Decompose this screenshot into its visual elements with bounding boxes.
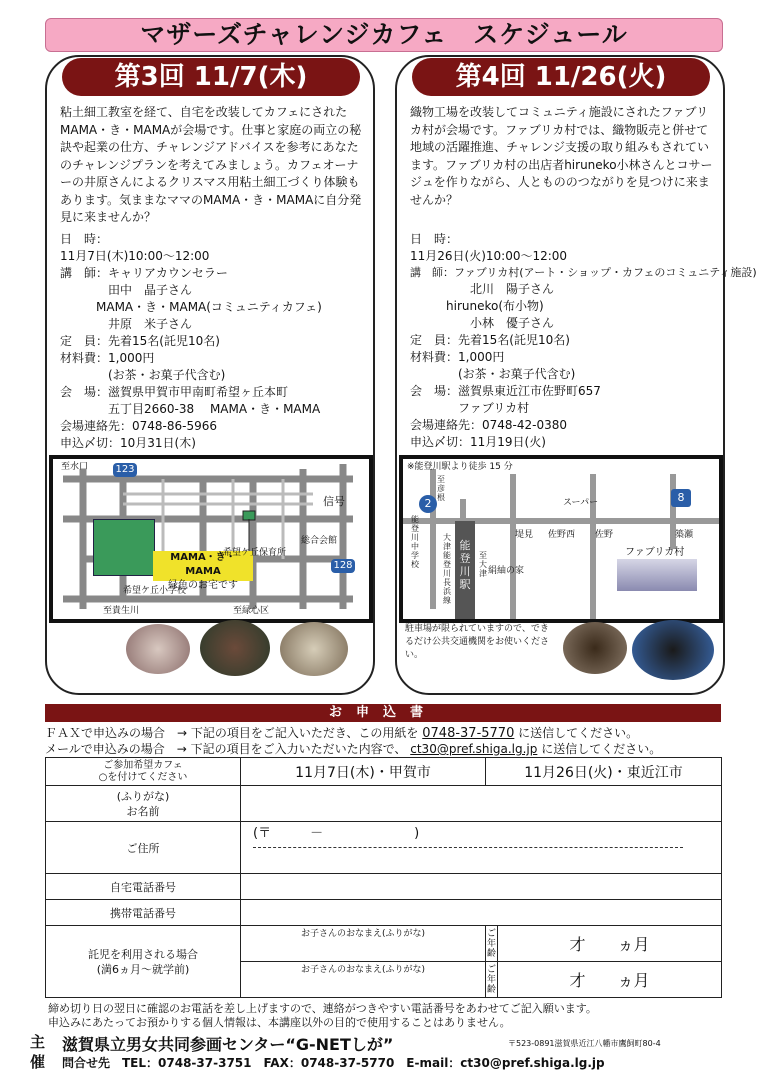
map-road-label: 能登川中学校	[411, 515, 419, 569]
detail-line: 講 師：キャリアカウンセラー	[60, 266, 228, 280]
sponsor-address: 〒523-0891滋賀県近江八幡市鷹飼町80-4	[508, 1039, 661, 1048]
detail-line: 11月7日(木)10:00～12:00	[60, 249, 210, 263]
sign-photo	[280, 622, 348, 676]
detail-line: 11月26日(火)10:00～12:00	[410, 249, 568, 263]
building-photo	[93, 519, 155, 576]
wreath-photo	[200, 620, 270, 676]
map-landmark: 堤見	[515, 530, 534, 540]
fax-suffix: に送信してください。	[518, 726, 639, 740]
detail-line: 会 場：滋賀県東近江市佐野町657	[410, 384, 601, 398]
detail-line: 井原 米子さん	[60, 317, 193, 331]
detail-line: 日 時：	[60, 232, 109, 246]
map-landmark: 総合会館	[301, 536, 338, 546]
child-name-field-1[interactable]: お子さんのおなまえ(ふりがな)	[241, 926, 486, 962]
detail-line: 申込〆切：11月19日(火)	[410, 435, 546, 449]
detail-line: 会場連絡先：0748-42-0380	[410, 418, 568, 432]
child-name-field-2[interactable]: お子さんのおなまえ(ふりがな)	[241, 962, 486, 998]
contact-info: 問合せ先 TEL：0748-37-3751 FAX：0748-37-5770 E-mail：ct30@pref.shiga.lg.jp	[62, 1056, 605, 1070]
mobile-phone-field[interactable]	[241, 900, 722, 926]
map-road-label: 至水口	[61, 462, 89, 472]
station-label: 能登川駅	[459, 539, 471, 591]
mail-label: メールで申込みの場合 →	[45, 742, 187, 756]
age-label: ご年齢	[486, 962, 498, 998]
footer-note-2: 申込みにあたってお預かりする個人情報は、本講座以外の目的で使用することはありません。	[48, 1016, 511, 1029]
mobile-phone-label: 携帯電話番号	[46, 900, 241, 926]
map-road-label: 至貴生川	[103, 606, 140, 616]
name-field[interactable]	[241, 786, 722, 822]
map-landmark: 希望ケ丘保育所	[223, 548, 287, 558]
session-3-details	[60, 230, 370, 451]
fax-label: ＦＡＸで申込みの場合 →	[45, 726, 188, 740]
venue-name: MAMA・き・MAMA	[170, 552, 236, 577]
venue-note: 緑色のお宅です	[168, 580, 238, 591]
name-label: (ふりがな) お名前	[46, 786, 241, 822]
address-label: ご住所	[46, 822, 241, 874]
route-badge-icon: 123	[113, 463, 137, 477]
cafe-choice-label: ご参加希望カフェ ○を付けてください	[46, 758, 241, 786]
fax-text: 下記の項目をご記入いただき、この用紙を	[190, 726, 419, 740]
footer-note-1: 締め切り日の翌日に確認のお電話を差し上げますので、連絡がつきやすい電話番号をあわせてご記入願います。	[48, 1002, 597, 1015]
detail-line: 材料費：1,000円	[60, 351, 155, 365]
detail-line: 北川 陽子さん	[410, 282, 555, 296]
detail-line: MAMA・き・MAMA(コミュニティカフェ)	[60, 300, 322, 314]
route-badge-icon: 128	[331, 559, 355, 573]
mail-text: 下記の項目をご入力いただいた内容で、	[190, 742, 407, 756]
detail-line: 講 師：ファブリカ村(アート・ショップ・カフェのコミュニティ施設)	[410, 266, 757, 279]
map-road-label: 大津能登川長浜線	[443, 533, 451, 605]
session-4-header: 第4回 11/26(火)	[412, 58, 710, 96]
detail-line: (お茶・お菓子代含む)	[410, 367, 576, 381]
clay-craft-photo	[126, 624, 190, 674]
map-landmark: 築瀬	[675, 530, 694, 540]
home-phone-label: 自宅電話番号	[46, 874, 241, 900]
session-3-map	[49, 455, 373, 623]
session-3-header: 第3回 11/7(木)	[62, 58, 360, 96]
mail-address[interactable]: ct30@pref.shiga.lg.jp	[410, 742, 538, 756]
address-line-divider	[253, 841, 683, 848]
detail-line: 田中 晶子さん	[60, 283, 193, 297]
postal-code-field[interactable]: (〒 － )	[253, 826, 420, 841]
map-landmark: スーパー	[563, 498, 599, 508]
detail-line: 申込〆切：10月31日(木)	[60, 436, 196, 450]
mail-suffix: に送信してください。	[541, 742, 662, 756]
detail-line: 定 員：先着15名(託児10名)	[410, 333, 570, 347]
address-field[interactable]	[241, 822, 722, 874]
map-road-label: 至緑心区	[233, 606, 270, 616]
fax-number: 0748-37-5770	[422, 726, 515, 741]
cafe-option-1[interactable]: 11月7日(木)・甲賀市	[241, 758, 486, 786]
map-landmark: 佐野西	[548, 530, 576, 540]
corsage-photo	[632, 620, 714, 680]
venue-label: ファブリカ村	[625, 547, 685, 558]
detail-line: 日 時：	[410, 232, 459, 246]
application-form	[45, 757, 722, 998]
detail-line: 会 場：滋賀県甲賀市甲南町希望ヶ丘本町	[60, 385, 289, 399]
cafe-option-2[interactable]: 11月26日(火)・東近江市	[486, 758, 722, 786]
page-title: マザーズチャレンジカフェ スケジュール	[45, 18, 723, 52]
detail-line: 定 員：先着15名(託児10名)	[60, 334, 220, 348]
sponsor-name: 滋賀県立男女共同参画センター“G-NETしが”	[62, 1035, 394, 1054]
age-label: ご年齢	[486, 926, 498, 962]
detail-line: 小林 優子さん	[410, 316, 555, 330]
detail-line: 材料費：1,000円	[410, 350, 505, 364]
session-4-details	[410, 230, 757, 450]
fax-instruction	[45, 724, 638, 741]
signal-label: 信号	[323, 495, 345, 508]
detail-line: 五丁目2660-38 MAMA・き・MAMA	[60, 402, 321, 416]
sponsor-label: 主催	[30, 1033, 46, 1071]
route-badge-icon: 8	[671, 489, 691, 507]
detail-line: ファブリカ村	[410, 401, 530, 415]
detail-line: (お茶・お菓子代含む)	[60, 368, 226, 382]
map-landmark: 佐野	[595, 530, 614, 540]
session-4-description: 織物工場を改装してコミュニティ施設にされたファブリカ村が会場です。ファブリカ村では、織物販売と併せて地域の活躍推進、チャレンジ支援の取り組みもされています。ファブリカ村の出店者hiruneko小林さんとコサージュを作りながら、人ともののつながりを見つけに来ませんか？	[410, 105, 713, 207]
corsage-photo	[563, 622, 627, 674]
parking-note: 駐車場が限られていますので、できるだけ公共交通機関をお使いください。	[405, 624, 550, 660]
home-phone-field[interactable]	[241, 874, 722, 900]
map-road-label: 至彦根	[437, 475, 445, 502]
detail-line: hiruneko(布小物)	[410, 299, 544, 313]
map-road-label: 至大津	[479, 551, 487, 578]
venue-photo	[617, 559, 697, 591]
map-note: ※能登川駅より徒歩 15 分	[407, 462, 513, 472]
childcare-label: 託児を利用される場合 (満6ヵ月～就学前)	[46, 926, 241, 998]
route-badge-icon: 2	[419, 495, 437, 513]
age-field-1[interactable]: 才 ヵ月	[498, 926, 722, 962]
session-3-description: 粘土細工教室を経て、自宅を改装してカフェにされたMAMA・き・MAMAが会場です。仕事と家庭の両立の秘訣や起業の仕方、チャレンジアドバイスを参考にあなたのチャレンジプランを考えてみましょう。カフェオーナーの井原さんによるクリスマス用粘土細工づくり体験もあります。気ままなママのMAMA・き・MAMAに自分発見に来ませんか？	[60, 105, 362, 224]
detail-line: 会場連絡先：0748-86-5966	[60, 419, 218, 433]
age-field-2[interactable]: 才 ヵ月	[498, 962, 722, 998]
map-landmark: 絹紬の家	[488, 566, 525, 576]
map-landmark: 希望ケ丘小学校	[123, 586, 187, 596]
mail-instruction	[45, 740, 661, 757]
application-header: お申込書	[45, 704, 721, 722]
session-4-map	[399, 455, 723, 623]
